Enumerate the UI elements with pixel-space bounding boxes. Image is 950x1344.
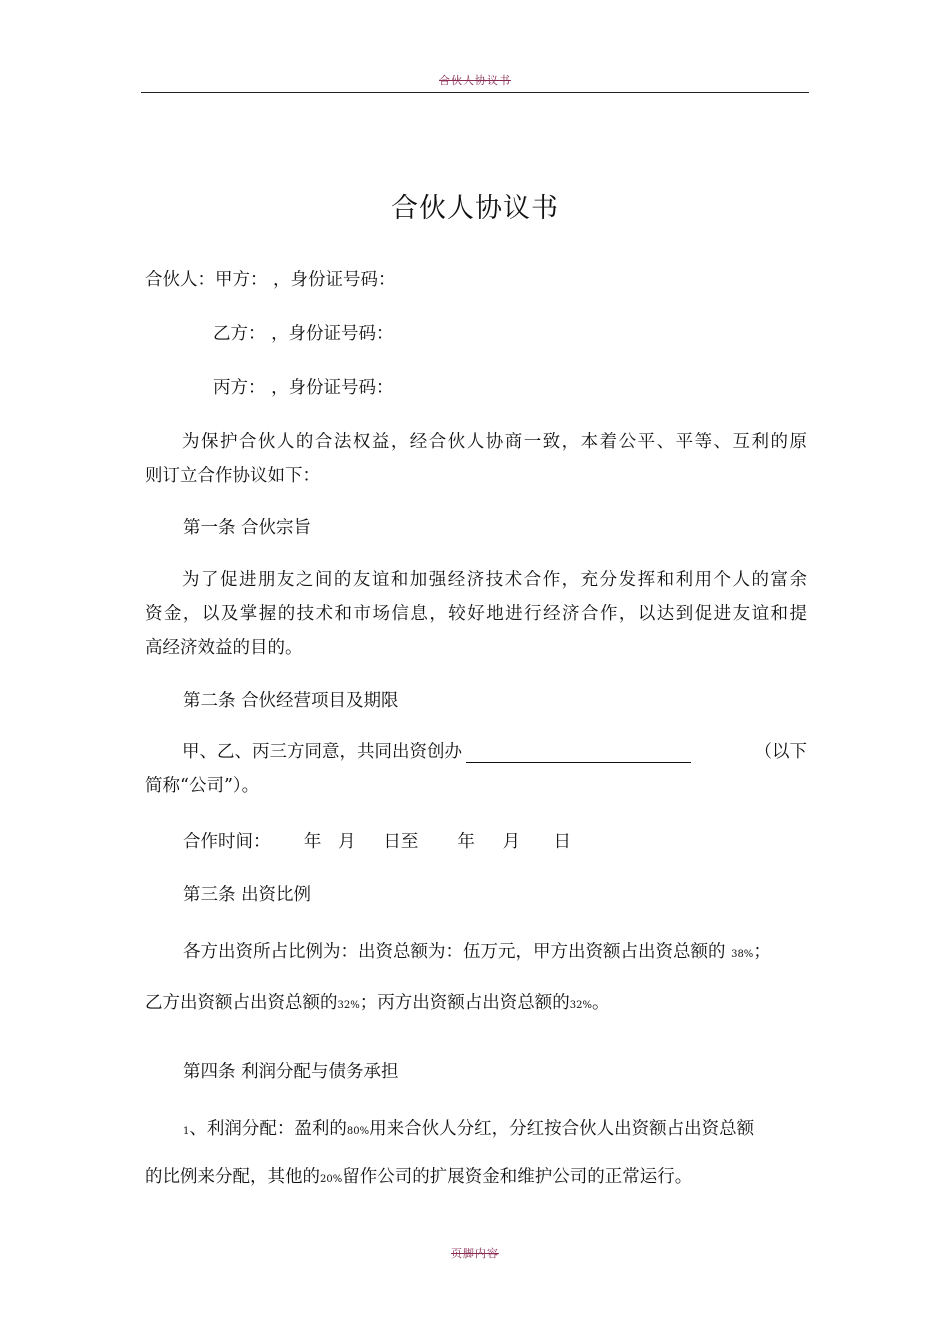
page-footer: 页脚内容 [451,1247,499,1260]
article-3-line-2-end: 。 [591,993,610,1013]
company-name-blank [466,740,691,763]
article-3-line-2-text-1: 乙方出资额占出资总额的 [145,993,338,1013]
article-2-line-1 [145,735,807,769]
item-text-2: 用来合伙人分红，分红按合伙人出资额占出资总额 [369,1119,755,1139]
party-a-percent: 38% [731,949,754,960]
article-1-paragraph [145,563,807,665]
article-4-heading: 第四条 利润分配与债务承担 [183,1062,399,1082]
article-2-paragraph [145,735,807,803]
article-1-line-2: 资金，以及掌握的技术和市场信息，较好地进行经济合作，以达到促进友谊和提 [145,604,807,624]
article-3-heading: 第三条 出资比例 [183,885,312,905]
retained-percent: 20% [320,1174,343,1185]
article-4-item-1-line-2 [145,1163,692,1188]
party-c-percent: 32% [569,1000,592,1011]
article-4-item-1-line-1 [183,1115,754,1140]
article-1-line-1: 为了促进朋友之间的友谊和加强经济技术合作，充分发挥和利用个人的富余 [182,570,807,590]
article-2-line-2: 简称“公司”）。 [145,776,260,796]
article-3-line-2-text-2: ；丙方出资额占出资总额的 [359,993,570,1013]
party-b-percent: 32% [337,1000,360,1011]
dividend-percent: 80% [346,1126,370,1137]
article-1-heading: 第一条 合伙宗旨 [183,518,312,538]
party-a-line: 合伙人：甲方： ，身份证号码： [145,270,396,290]
party-c-line: 丙方： ，身份证号码： [213,378,394,398]
header-rule [141,92,809,93]
article-1-line-3: 高经济效益的目的。 [145,638,303,658]
article-2-heading: 第二条 合伙经营项目及期限 [183,691,399,711]
document-title: 合伙人协议书 [391,193,559,224]
item-text-1: 、利润分配：盈利的 [189,1119,347,1139]
party-b-line: 乙方： ，身份证号码： [213,324,394,344]
page-header: 合伙人协议书 [439,74,511,87]
article-3-line-1-end: ； [753,942,771,962]
line-2-text-2: 留作公司的扩展资金和维护公司的正常运行。 [342,1167,693,1187]
article-2-line-1-suffix: （以下 [754,742,807,762]
cooperation-term-line: 合作时间： 年 月 日至 年 月 日 [183,832,572,852]
article-2-line-1-prefix: 甲、乙、丙三方同意，共同出资创办 [182,742,462,762]
intro-line-2: 则订立合作协议如下： [145,466,320,486]
item-number: 1 [183,1126,190,1137]
line-2-text-1: 的比例来分配，其他的 [145,1167,320,1187]
article-3-line-1 [183,938,771,963]
intro-line-1: 为保护合伙人的合法权益，经合伙人协商一致，本着公平、平等、互利的原 [182,432,807,452]
article-3-line-1-text: 各方出资所占比例为：出资总额为：伍万元，甲方出资额占出资总额的 [183,942,726,962]
article-3-line-2 [145,989,609,1014]
intro-paragraph [145,425,807,493]
